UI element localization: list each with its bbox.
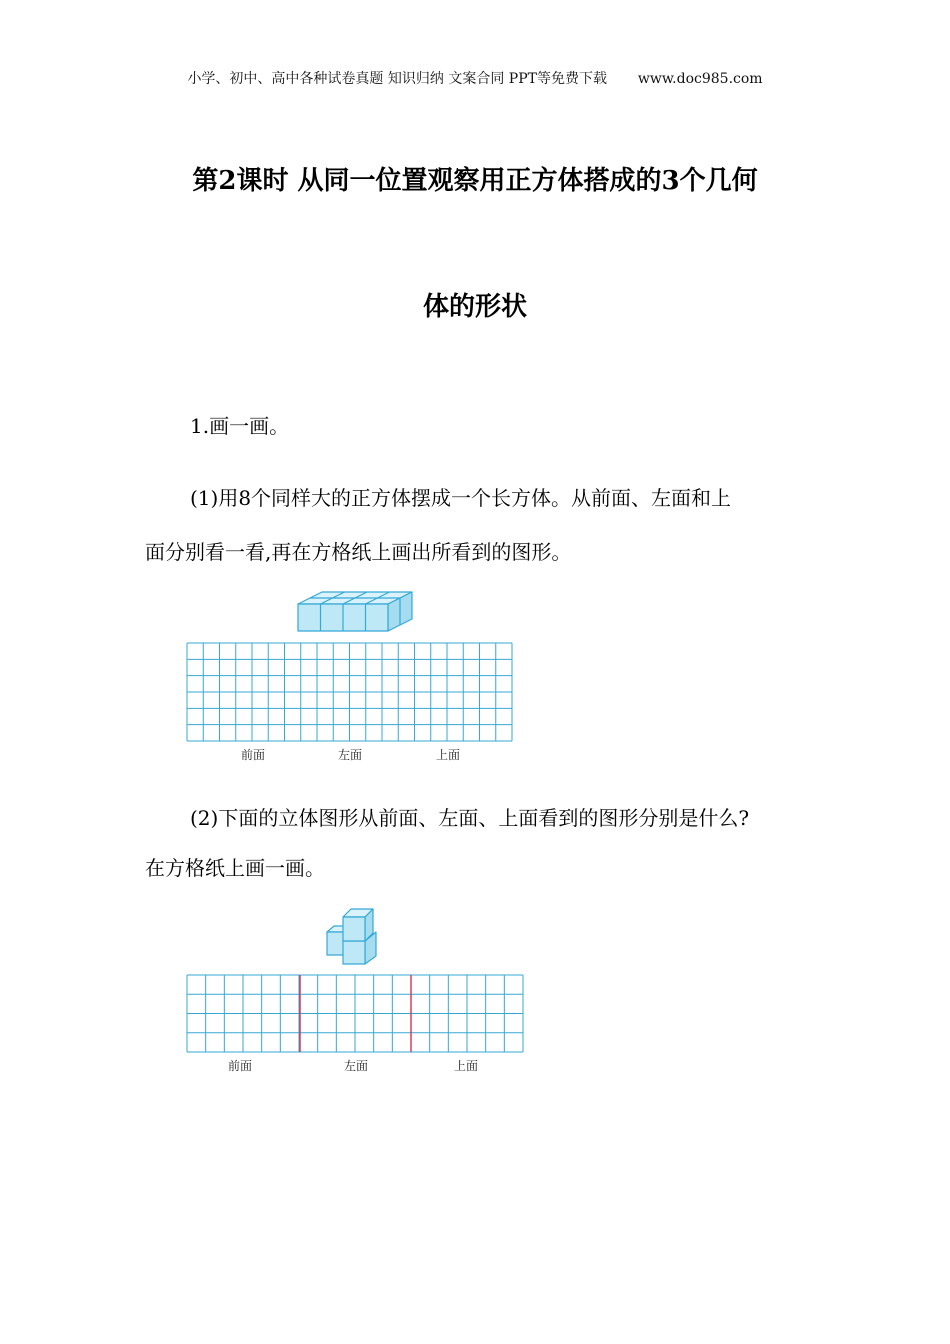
stacked-cubes-figure [320,905,390,970]
part1-line-1: (1)用8个同样大的正方体摆成一个长方体。从前面、左面和上 [190,486,732,510]
grid2-label-front: 前面 [228,1059,253,1073]
header-website: www.doc985.com [637,71,763,87]
cuboid-figure [290,585,420,635]
grid2-label-left: 左面 [344,1059,369,1073]
grid1-label-left: 左面 [338,748,363,762]
part2-line-1: (2)下面的立体图形从前面、左面、上面看到的图形分别是什么? [190,806,750,830]
grid1-label-top: 上面 [436,748,461,762]
title-line-1: 第2课时 从同一位置观察用正方体搭成的3个几何 [192,166,758,196]
page-header [0,68,950,88]
top-cube-front [343,917,365,941]
part1-line-2: 面分别看一看,再在方格纸上画出所看到的图形。 [145,540,572,564]
bottom-cube-front [343,941,365,964]
title-line-2: 体的形状 [422,292,527,322]
exercise-heading: 1.画一画。 [190,414,290,438]
header-text: 小学、初中、高中各种试卷真题 知识归纳 文案合同 PPT等免费下载 [187,71,607,87]
grid2-label-top: 上面 [454,1059,479,1073]
grid1-label-front: 前面 [241,748,266,762]
grid-2 [187,975,525,1053]
grid-1 [187,643,513,743]
part2-line-2: 在方格纸上画一画。 [145,856,325,880]
